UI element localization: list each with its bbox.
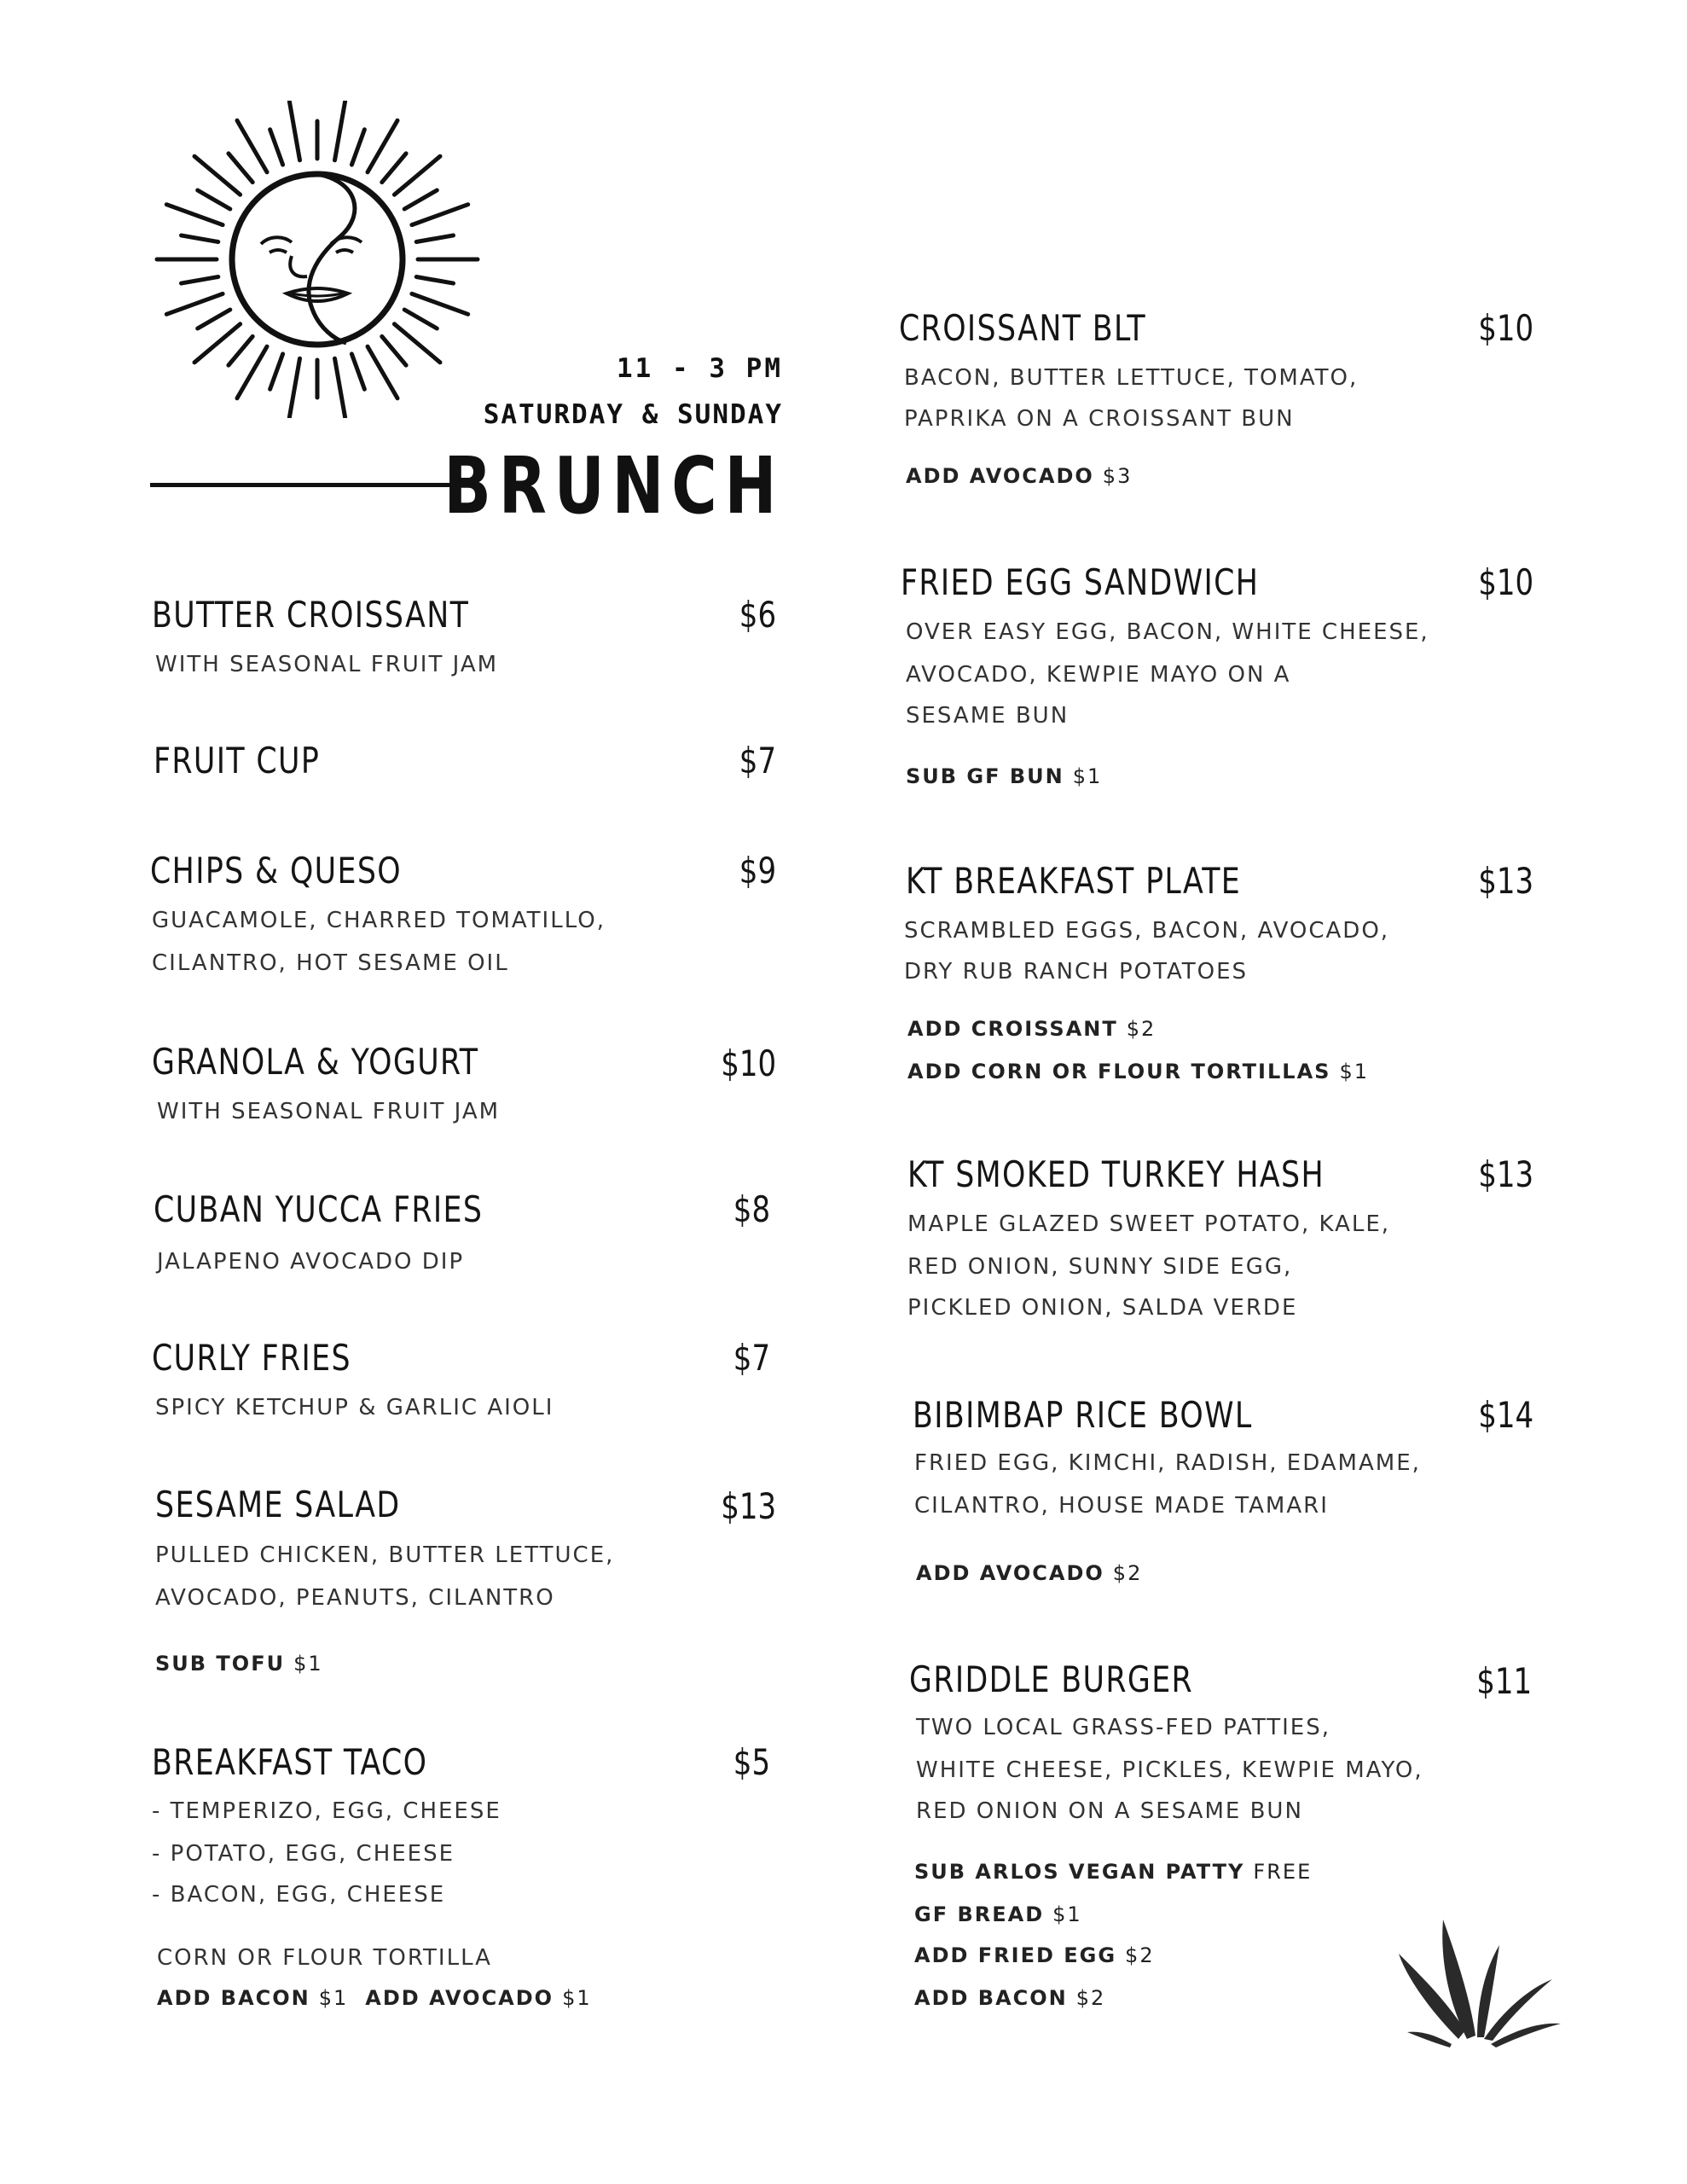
menu-item-chips-queso bbox=[150, 850, 424, 892]
item-description: - TEMPERIZO, EGG, CHEESE bbox=[152, 1798, 501, 1824]
item-addon: SUB TOFU $1 bbox=[155, 1652, 323, 1676]
sun-ray bbox=[351, 354, 364, 389]
item-description: DRY RUB RANCH POTATOES bbox=[904, 959, 1249, 985]
item-addon: ADD CORN OR FLOUR TORTILLAS $1 bbox=[907, 1060, 1369, 1083]
item-description: WHITE CHEESE, PICKLES, KEWPIE MAYO, bbox=[916, 1757, 1423, 1783]
item-addon: SUB GF BUN $1 bbox=[906, 764, 1103, 788]
item-addon: ADD BACON $1 ADD AVOCADO $1 bbox=[157, 1986, 592, 2010]
sun-ray bbox=[416, 277, 453, 284]
days-text: SATURDAY & SUNDAY bbox=[483, 399, 783, 430]
sun-ray bbox=[166, 293, 223, 314]
item-price: $6 bbox=[739, 594, 776, 636]
item-price: $8 bbox=[733, 1188, 770, 1230]
item-description: TWO LOCAL GRASS-FED PATTIES, bbox=[916, 1715, 1330, 1740]
item-addon: SUB ARLOS VEGAN PATTY FREE bbox=[914, 1860, 1313, 1884]
menu-item-fruit-cup bbox=[154, 740, 334, 781]
menu-item-fried-egg-sandwich bbox=[901, 561, 1290, 603]
item-name: CURLY FRIES bbox=[152, 1337, 351, 1379]
item-name: CHIPS & QUESO bbox=[150, 850, 403, 892]
item-description: SCRAMBLED EGGS, BACON, AVOCADO, bbox=[904, 918, 1390, 944]
sun-ray bbox=[166, 205, 223, 225]
item-price: $14 bbox=[1478, 1394, 1533, 1436]
item-addon: ADD FRIED EGG $2 bbox=[914, 1943, 1155, 1967]
menu-item-sesame-salad bbox=[155, 1484, 422, 1525]
menu-item-griddle-burger bbox=[909, 1658, 1218, 1700]
item-addon: ADD CROISSANT $2 bbox=[907, 1017, 1157, 1041]
item-price: $10 bbox=[721, 1043, 776, 1084]
item-description: PICKLED ONION, SALDA VERDE bbox=[907, 1295, 1298, 1321]
sun-ray bbox=[382, 154, 406, 183]
menu-item-cuban-yucca-fries bbox=[154, 1188, 512, 1230]
item-description: PAPRIKA ON A CROISSANT BUN bbox=[904, 406, 1295, 432]
item-description: OVER EASY EGG, BACON, WHITE CHEESE, bbox=[906, 619, 1429, 645]
sun-ray bbox=[182, 277, 218, 284]
menu-item-granola-yogurt bbox=[152, 1041, 507, 1083]
item-description: - BACON, EGG, CHEESE bbox=[152, 1882, 446, 1908]
item-description: JALAPENO AVOCADO DIP bbox=[157, 1249, 465, 1275]
item-price: $10 bbox=[1478, 561, 1533, 603]
item-description: CILANTRO, HOT SESAME OIL bbox=[152, 950, 509, 976]
item-addon: ADD AVOCADO $2 bbox=[916, 1561, 1143, 1585]
item-name: KT SMOKED TURKEY HASH bbox=[907, 1153, 1325, 1195]
menu-item-kt-smoked-turkey-hash bbox=[907, 1153, 1361, 1195]
sun-ray bbox=[368, 346, 397, 398]
sun-ray bbox=[270, 130, 283, 165]
item-name: GRANOLA & YOGURT bbox=[152, 1041, 479, 1083]
item-price: $13 bbox=[721, 1485, 776, 1527]
sun-ray bbox=[368, 120, 397, 172]
item-addon: GF BREAD $1 bbox=[914, 1902, 1082, 1926]
menu-item-breakfast-taco bbox=[152, 1741, 451, 1783]
item-description: CILANTRO, HOUSE MADE TAMARI bbox=[914, 1493, 1329, 1519]
sun-ray bbox=[237, 346, 267, 398]
sun-ray bbox=[412, 293, 468, 314]
item-addon: ADD AVOCADO $3 bbox=[906, 464, 1133, 488]
sun-ray bbox=[289, 358, 299, 417]
item-description: SESAME BUN bbox=[906, 703, 1070, 729]
item-price: $11 bbox=[1476, 1660, 1532, 1702]
sun-ray bbox=[270, 354, 283, 389]
item-description: WITH SEASONAL FRUIT JAM bbox=[157, 1099, 501, 1124]
item-name: BREAKFAST TACO bbox=[152, 1741, 428, 1783]
sun-ray bbox=[198, 310, 230, 328]
sun-ray bbox=[182, 235, 218, 242]
page-title: BRUNCH bbox=[443, 440, 784, 531]
item-name: FRIED EGG SANDWICH bbox=[901, 561, 1260, 603]
item-name: BUTTER CROISSANT bbox=[152, 594, 470, 636]
menu-item-kt-breakfast-plate bbox=[906, 860, 1270, 902]
menu-item-croissant-blt bbox=[899, 307, 1168, 349]
item-name: BIBIMBAP RICE BOWL bbox=[913, 1394, 1253, 1436]
item-description: WITH SEASONAL FRUIT JAM bbox=[155, 652, 499, 677]
sun-ray bbox=[382, 336, 406, 365]
item-price: $13 bbox=[1478, 860, 1533, 902]
item-price: $7 bbox=[739, 740, 776, 781]
agave-plant-icon bbox=[1399, 1911, 1561, 2048]
sun-ray bbox=[351, 130, 364, 165]
item-description: - POTATO, EGG, CHEESE bbox=[152, 1841, 455, 1867]
item-price: $7 bbox=[733, 1337, 770, 1379]
sun-ray bbox=[404, 190, 437, 209]
item-description: AVOCADO, KEWPIE MAYO ON A bbox=[906, 662, 1291, 688]
sun-ray bbox=[404, 310, 437, 328]
sun-ray bbox=[198, 190, 230, 209]
sun-ray bbox=[229, 154, 252, 183]
sun-ray bbox=[412, 205, 468, 225]
item-price: $10 bbox=[1478, 307, 1533, 349]
item-note: CORN OR FLOUR TORTILLA bbox=[157, 1945, 492, 1971]
menu-item-bibimbap-rice-bowl bbox=[913, 1394, 1282, 1436]
sun-ray bbox=[229, 336, 252, 365]
item-price: $13 bbox=[1478, 1153, 1533, 1195]
item-description: GUACAMOLE, CHARRED TOMATILLO, bbox=[152, 908, 606, 933]
item-description: BACON, BUTTER LETTUCE, TOMATO, bbox=[904, 365, 1359, 391]
sun-ray bbox=[289, 102, 299, 160]
sun-face-icon bbox=[150, 101, 484, 418]
item-name: KT BREAKFAST PLATE bbox=[906, 860, 1242, 902]
item-name: GRIDDLE BURGER bbox=[909, 1658, 1194, 1700]
item-addon: ADD BACON $2 bbox=[914, 1986, 1106, 2010]
item-name: FRUIT CUP bbox=[154, 740, 321, 781]
header-divider bbox=[150, 483, 464, 487]
sun-ray bbox=[237, 120, 267, 172]
item-description: PULLED CHICKEN, BUTTER LETTUCE, bbox=[155, 1542, 615, 1568]
hours-text: 11 - 3 PM bbox=[617, 353, 783, 384]
item-description: RED ONION ON A SESAME BUN bbox=[916, 1798, 1303, 1824]
item-name: CROISSANT BLT bbox=[899, 307, 1146, 349]
item-price: $9 bbox=[739, 850, 776, 892]
item-name: CUBAN YUCCA FRIES bbox=[154, 1188, 484, 1230]
sun-ray bbox=[335, 102, 345, 160]
item-description: MAPLE GLAZED SWEET POTATO, KALE, bbox=[907, 1211, 1391, 1237]
sun-ray bbox=[335, 358, 345, 417]
item-description: SPICY KETCHUP & GARLIC AIOLI bbox=[155, 1395, 554, 1420]
menu-item-curly-fries bbox=[152, 1337, 368, 1379]
item-description: AVOCADO, PEANUTS, CILANTRO bbox=[155, 1585, 555, 1611]
item-price: $5 bbox=[733, 1741, 770, 1783]
sun-ray bbox=[416, 235, 453, 242]
item-description: FRIED EGG, KIMCHI, RADISH, EDAMAME, bbox=[914, 1450, 1421, 1476]
menu-item-butter-croissant bbox=[152, 594, 497, 636]
item-name: SESAME SALAD bbox=[155, 1484, 401, 1525]
item-description: RED ONION, SUNNY SIDE EGG, bbox=[907, 1254, 1293, 1280]
